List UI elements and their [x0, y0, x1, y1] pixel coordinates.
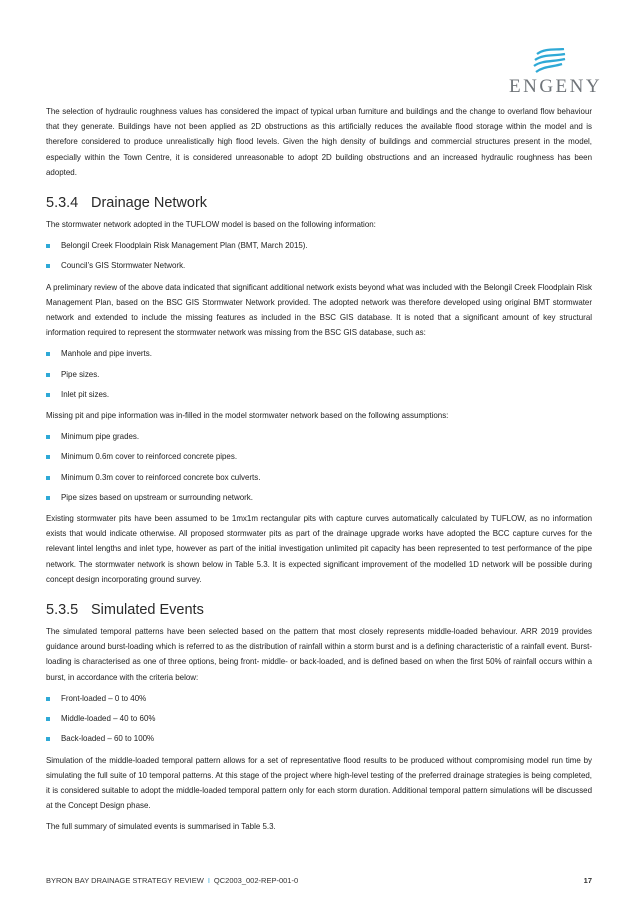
- list-item: Minimum pipe grades.: [46, 429, 592, 444]
- list-item: Back-loaded – 60 to 100%: [46, 731, 592, 746]
- paragraph: The stormwater network adopted in the TUFLOW model is based on the following information:: [46, 220, 376, 230]
- wave-logo-icon: [533, 48, 567, 74]
- section-heading-drainage-network: [46, 194, 592, 212]
- list-item: Council’s GIS Stormwater Network.: [46, 258, 592, 273]
- list-item: Inlet pit sizes.: [46, 387, 592, 402]
- section-heading-simulated-events: [46, 601, 592, 619]
- list-item: Minimum 0.6m cover to reinforced concrete pipes.: [46, 449, 592, 464]
- bullet-list-assumptions: [46, 429, 592, 505]
- list-item: Belongil Creek Floodplain Risk Management Plan (BMT, March 2015).: [46, 238, 592, 253]
- list-item: Front-loaded – 0 to 40%: [46, 691, 592, 706]
- section-number: 5.3.4: [46, 195, 79, 212]
- page-number: 17: [583, 876, 592, 885]
- paragraph: Missing pit and pipe information was in-filled in the model stormwater network based on the following assumptions:: [46, 411, 449, 421]
- list-item: Minimum 0.3m cover to reinforced concrete box culverts.: [46, 470, 592, 485]
- intro-paragraph: The selection of hydraulic roughness values has considered the impact of typical urban furniture and buildings and the change to overland flow behaviour that they generate. Buildings have not been applied as 2D obstructions as this artificially reduces the available flood storage within the model and is therefore considered to produce unrealistically high flood levels. Given the high density of buildings and commercial structures present in the model, especially within the Town Centre, it is considered unreasonable to adopt 2D building obstructions and an increased hydraulic roughness has been adopted.: [46, 107, 592, 177]
- footer-separator: I: [207, 876, 210, 885]
- paragraph: Existing stormwater pits have been assumed to be 1mx1m rectangular pits with capture curves automatically calculated by TUFLOW, as no information exists that would indicate otherwise. All proposed stormwater pits as part of the drainage upgrade works have adopted the BCC capture curves for the relevant lintel lengths and inlet type, however as part of the initial investigation unlimited pit capacity has been represented to test performance of the pipe network. The stormwater network is shown below in Table 5.3. It is expected significant improvement of the modelled 1D network will be possible during concept design incorporating ground survey.: [46, 514, 592, 584]
- paragraph: The simulated temporal patterns have been selected based on the pattern that most closely represents middle-loaded behaviour. ARR 2019 provides guidance around burst-loading which is referred to as the distribution of rainfall within a storm burst and is a defining characteristic of a rainfall event. Burst-loading is characterised as one of three options, being front- middle- or back-loaded, and is defined based on when the first 50% of rainfall occurs within a burst, in accordance with the criteria below:: [46, 627, 592, 682]
- paragraph: The full summary of simulated events is summarised in Table 5.3.: [46, 822, 276, 832]
- list-item: Pipe sizes.: [46, 367, 592, 382]
- list-item: Middle-loaded – 40 to 60%: [46, 711, 592, 726]
- list-item: Pipe sizes based on upstream or surrounding network.: [46, 490, 592, 505]
- engeny-logo: [505, 48, 603, 98]
- section-number: 5.3.5: [46, 602, 79, 619]
- footer-document-title: BYRON BAY DRAINAGE STRATEGY REVIEW: [46, 876, 204, 885]
- footer-reference: QC2003_002-REP-001-0: [213, 876, 299, 885]
- paragraph: A preliminary review of the above data indicated that significant additional network exists beyond what was included with the Belongil Creek Floodplain Risk Management Plan, based on the BSC GIS Stormwater Network provided. The adopted network was therefore developed using original BMT stormwater network and extended to include the missing features as included in the BSC GIS database. It is noted that a significant amount of key structural information required to represent the stormwater network was missing from the BSC GIS database, such as:: [46, 282, 592, 338]
- paragraph: Simulation of the middle-loaded temporal pattern allows for a set of representative flood results to be produced without compromising model run time by simulating the full suite of 10 temporal patterns. At this stage of the project where high-level testing of the preferred drainage strategies is being completed, it is considered suitable to adopt the middle-loaded temporal pattern only for each storm duration. Additional temporal pattern simulations will be discussed at the Concept Design phase.: [46, 755, 592, 811]
- section-title: Simulated Events: [91, 602, 204, 619]
- bullet-list-missing: [46, 346, 592, 402]
- bullet-list-sources: [46, 238, 592, 273]
- document-body: [46, 104, 592, 841]
- page-footer: [46, 876, 592, 885]
- section-title: Drainage Network: [91, 195, 208, 212]
- bullet-list-criteria: [46, 691, 592, 747]
- list-item: Manhole and pipe inverts.: [46, 346, 592, 361]
- logo-text: ENGENY: [509, 76, 603, 97]
